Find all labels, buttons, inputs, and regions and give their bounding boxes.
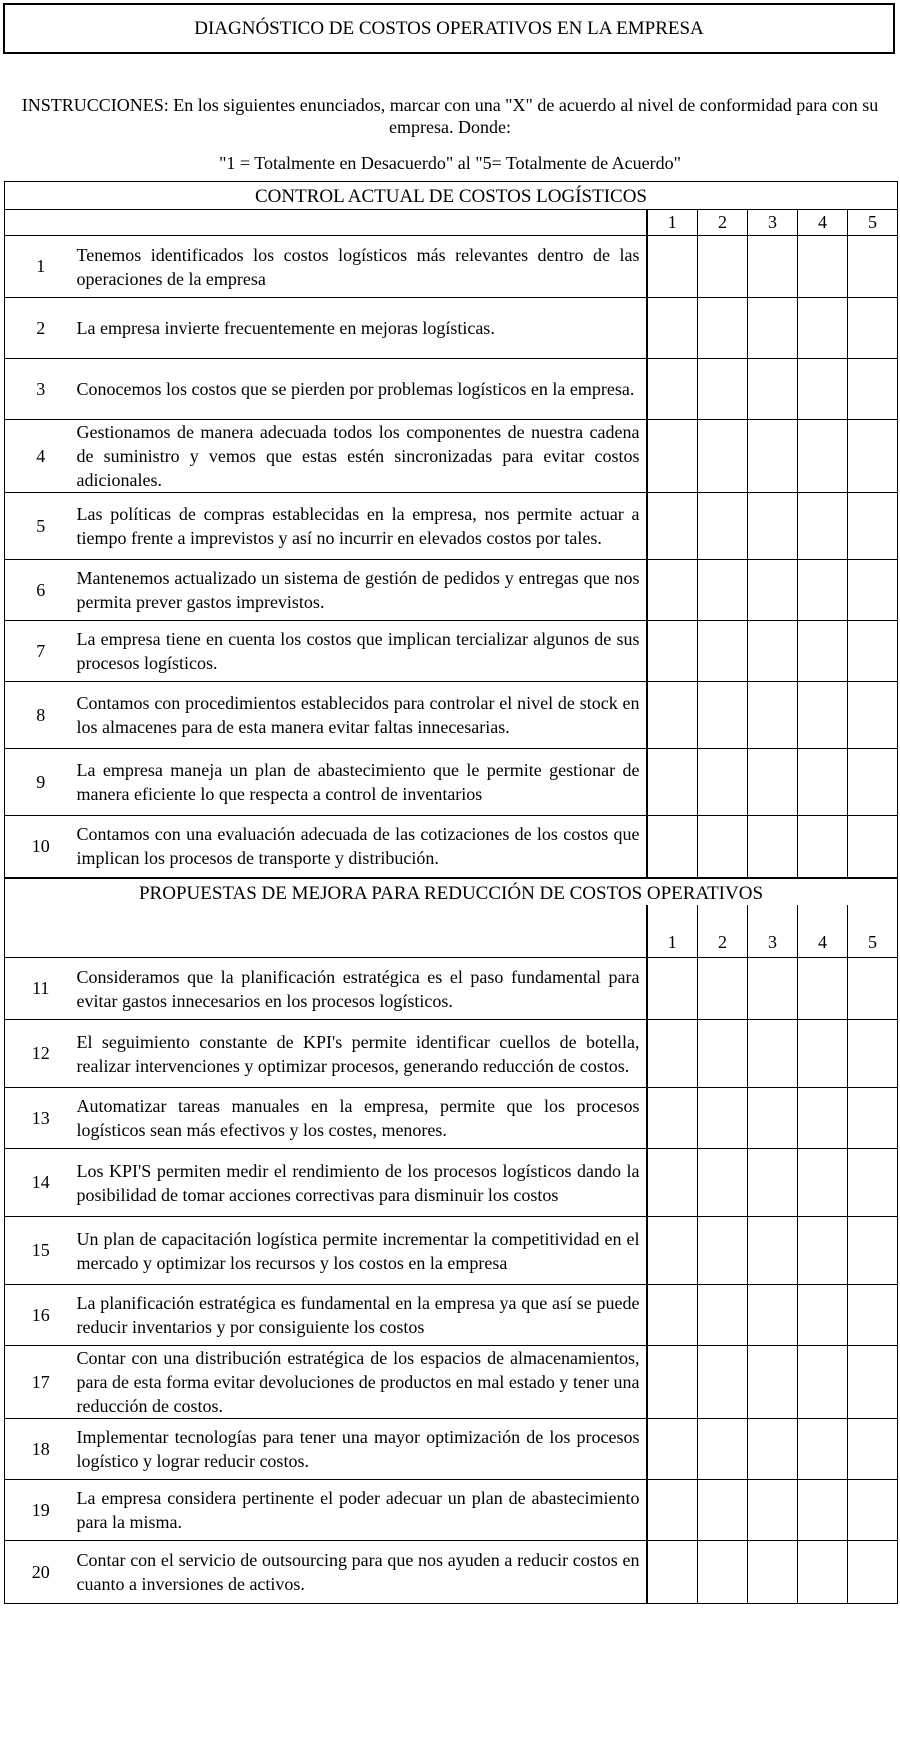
question-number: 5 <box>5 493 77 560</box>
rating-box-3[interactable] <box>748 560 798 621</box>
question-row <box>5 1149 898 1217</box>
question-statement: La empresa tiene en cuenta los costos que implican tercializar algunos de sus procesos logísticos. <box>77 621 647 682</box>
rating-box-4[interactable] <box>798 1480 848 1541</box>
scale-header-3: 3 <box>748 905 798 958</box>
scale-header-5: 5 <box>848 905 898 958</box>
question-statement: Automatizar tareas manuales en la empresa, permite que los procesos logísticos sean más efectivos y los costes, menores. <box>77 1088 647 1149</box>
question-number: 6 <box>5 560 77 621</box>
rating-box-1[interactable] <box>647 359 698 420</box>
rating-box-4[interactable] <box>798 236 848 298</box>
question-number: 13 <box>5 1088 77 1149</box>
question-row <box>5 298 898 359</box>
rating-box-1[interactable] <box>647 236 698 298</box>
rating-box-4[interactable] <box>798 749 848 816</box>
question-statement: Un plan de capacitación logística permite incrementar la competitividad en el mercado y optimizar los recursos y los costos en la empresa <box>77 1217 647 1285</box>
section-title-row <box>5 878 898 905</box>
rating-box-3[interactable] <box>748 1419 798 1480</box>
question-statement: Tenemos identificados los costos logísticos más relevantes dentro de las operaciones de la empresa <box>77 236 647 298</box>
rating-box-2[interactable] <box>698 1419 748 1480</box>
question-row <box>5 1088 898 1149</box>
question-number: 12 <box>5 1020 77 1088</box>
rating-box-5[interactable] <box>848 1419 898 1480</box>
rating-box-1[interactable] <box>647 493 698 560</box>
rating-box-2[interactable] <box>698 420 748 493</box>
question-row <box>5 493 898 560</box>
rating-box-5[interactable] <box>848 493 898 560</box>
rating-box-4[interactable] <box>798 359 848 420</box>
rating-box-1[interactable] <box>647 1020 698 1088</box>
rating-box-1[interactable] <box>647 682 698 749</box>
rating-box-3[interactable] <box>748 958 798 1020</box>
question-number: 7 <box>5 621 77 682</box>
section-title: PROPUESTAS DE MEJORA PARA REDUCCIÓN DE COSTOS OPERATIVOS <box>5 878 898 905</box>
rating-box-2[interactable] <box>698 1020 748 1088</box>
question-statement: La empresa maneja un plan de abastecimiento que le permite gestionar de manera eficiente lo que respecta a control de inventarios <box>77 749 647 816</box>
rating-box-3[interactable] <box>748 420 798 493</box>
rating-box-2[interactable] <box>698 749 748 816</box>
rating-box-3[interactable] <box>748 1217 798 1285</box>
rating-box-2[interactable] <box>698 621 748 682</box>
rating-box-2[interactable] <box>698 298 748 359</box>
scale-header-3: 3 <box>748 210 798 236</box>
question-row <box>5 359 898 420</box>
rating-box-5[interactable] <box>848 682 898 749</box>
question-statement: Implementar tecnologías para tener una mayor optimización de los procesos logístico y lograr reducir costos. <box>77 1419 647 1480</box>
survey-table <box>4 181 898 1604</box>
question-number: 18 <box>5 1419 77 1480</box>
rating-box-5[interactable] <box>848 298 898 359</box>
rating-box-2[interactable] <box>698 958 748 1020</box>
rating-box-5[interactable] <box>848 560 898 621</box>
question-row <box>5 958 898 1020</box>
rating-box-5[interactable] <box>848 1217 898 1285</box>
rating-box-2[interactable] <box>698 1149 748 1217</box>
rating-box-3[interactable] <box>748 1149 798 1217</box>
scale-header-5: 5 <box>848 210 898 236</box>
question-row <box>5 1285 898 1346</box>
rating-box-3[interactable] <box>748 1541 798 1604</box>
rating-box-1[interactable] <box>647 1346 698 1419</box>
rating-box-2[interactable] <box>698 236 748 298</box>
question-row <box>5 682 898 749</box>
rating-box-4[interactable] <box>798 420 848 493</box>
rating-box-3[interactable] <box>748 1088 798 1149</box>
rating-box-1[interactable] <box>647 958 698 1020</box>
question-number: 20 <box>5 1541 77 1604</box>
rating-box-3[interactable] <box>748 359 798 420</box>
question-statement: Los KPI'S permiten medir el rendimiento de los procesos logísticos dando la posibilidad de tomar acciones correctivas para disminuir los costos <box>77 1149 647 1217</box>
rating-box-3[interactable] <box>748 1020 798 1088</box>
question-row <box>5 560 898 621</box>
question-statement: Contamos con procedimientos establecidos para controlar el nivel de stock en los almacenes para de esta manera evitar faltas innecesarias. <box>77 682 647 749</box>
rating-box-3[interactable] <box>748 682 798 749</box>
question-statement: Mantenemos actualizado un sistema de gestión de pedidos y entregas que nos permita prever gastos imprevistos. <box>77 560 647 621</box>
question-row <box>5 1020 898 1088</box>
rating-box-4[interactable] <box>798 298 848 359</box>
question-row <box>5 420 898 493</box>
question-row <box>5 621 898 682</box>
rating-box-1[interactable] <box>647 621 698 682</box>
scale-header-row <box>5 905 898 958</box>
scale-header-blank <box>5 210 647 236</box>
scale-header-2: 2 <box>698 210 748 236</box>
rating-box-5[interactable] <box>848 236 898 298</box>
question-statement: Gestionamos de manera adecuada todos los componentes de nuestra cadena de suministro y vemos que estas estén sincronizadas para evitar costos adicionales. <box>77 420 647 493</box>
rating-box-2[interactable] <box>698 816 748 878</box>
rating-box-4[interactable] <box>798 1419 848 1480</box>
rating-box-3[interactable] <box>748 298 798 359</box>
rating-box-2[interactable] <box>698 1088 748 1149</box>
rating-box-4[interactable] <box>798 1149 848 1217</box>
rating-box-3[interactable] <box>748 816 798 878</box>
rating-box-1[interactable] <box>647 420 698 493</box>
rating-box-2[interactable] <box>698 1480 748 1541</box>
question-number: 16 <box>5 1285 77 1346</box>
rating-box-2[interactable] <box>698 1541 748 1604</box>
rating-box-3[interactable] <box>748 236 798 298</box>
scale-header-4: 4 <box>798 210 848 236</box>
rating-box-5[interactable] <box>848 1346 898 1419</box>
rating-box-1[interactable] <box>647 749 698 816</box>
rating-box-3[interactable] <box>748 1285 798 1346</box>
rating-box-5[interactable] <box>848 749 898 816</box>
rating-box-3[interactable] <box>748 493 798 560</box>
question-row <box>5 1541 898 1604</box>
rating-box-5[interactable] <box>848 359 898 420</box>
rating-box-5[interactable] <box>848 1020 898 1088</box>
question-number: 19 <box>5 1480 77 1541</box>
question-number: 15 <box>5 1217 77 1285</box>
rating-box-4[interactable] <box>798 493 848 560</box>
rating-box-1[interactable] <box>647 1285 698 1346</box>
scale-header-1: 1 <box>647 210 698 236</box>
rating-box-1[interactable] <box>647 298 698 359</box>
document-title-box <box>3 3 895 54</box>
rating-box-2[interactable] <box>698 1285 748 1346</box>
rating-box-4[interactable] <box>798 682 848 749</box>
rating-box-3[interactable] <box>748 1346 798 1419</box>
rating-box-4[interactable] <box>798 1285 848 1346</box>
rating-box-4[interactable] <box>798 1020 848 1088</box>
question-row <box>5 1217 898 1285</box>
rating-box-2[interactable] <box>698 1346 748 1419</box>
rating-box-2[interactable] <box>698 359 748 420</box>
rating-box-5[interactable] <box>848 1088 898 1149</box>
question-statement: Contar con una distribución estratégica de los espacios de almacenamientos, para de esta forma evitar devoluciones de productos en mal estado y tener una reducción de costos. <box>77 1346 647 1419</box>
scale-note: "1 = Totalmente en Desacuerdo" al "5= Totalmente de Acuerdo" <box>219 153 681 173</box>
rating-box-4[interactable] <box>798 958 848 1020</box>
rating-box-5[interactable] <box>848 420 898 493</box>
question-row <box>5 236 898 298</box>
rating-box-4[interactable] <box>798 1346 848 1419</box>
question-statement: La empresa considera pertinente el poder adecuar un plan de abastecimiento para la misma. <box>77 1480 647 1541</box>
section-title-row <box>5 182 898 210</box>
rating-box-2[interactable] <box>698 560 748 621</box>
rating-box-5[interactable] <box>848 621 898 682</box>
rating-box-1[interactable] <box>647 1217 698 1285</box>
rating-box-1[interactable] <box>647 1149 698 1217</box>
question-number: 3 <box>5 359 77 420</box>
rating-box-3[interactable] <box>748 621 798 682</box>
rating-box-4[interactable] <box>798 621 848 682</box>
question-number: 17 <box>5 1346 77 1419</box>
question-number: 8 <box>5 682 77 749</box>
question-number: 1 <box>5 236 77 298</box>
scale-header-4: 4 <box>798 905 848 958</box>
scale-header-1: 1 <box>647 905 698 958</box>
question-statement: Consideramos que la planificación estratégica es el paso fundamental para evitar gastos innecesarios en los procesos logísticos. <box>77 958 647 1020</box>
rating-box-2[interactable] <box>698 682 748 749</box>
question-statement: La empresa invierte frecuentemente en mejoras logísticas. <box>77 298 647 359</box>
section-title: CONTROL ACTUAL DE COSTOS LOGÍSTICOS <box>5 182 898 210</box>
rating-box-1[interactable] <box>647 1541 698 1604</box>
scale-header-blank <box>5 905 647 958</box>
question-statement: El seguimiento constante de KPI's permite identificar cuellos de botella, realizar intervenciones y optimizar procesos, generando reducción de costos. <box>77 1020 647 1088</box>
rating-box-2[interactable] <box>698 493 748 560</box>
question-number: 9 <box>5 749 77 816</box>
scale-header-2: 2 <box>698 905 748 958</box>
rating-box-4[interactable] <box>798 816 848 878</box>
question-statement: Contamos con una evaluación adecuada de las cotizaciones de los costos que implican los procesos de transporte y distribución. <box>77 816 647 878</box>
rating-box-4[interactable] <box>798 1541 848 1604</box>
question-number: 14 <box>5 1149 77 1217</box>
question-row <box>5 749 898 816</box>
rating-box-5[interactable] <box>848 1480 898 1541</box>
question-number: 11 <box>5 958 77 1020</box>
rating-box-2[interactable] <box>698 1217 748 1285</box>
rating-box-1[interactable] <box>647 1419 698 1480</box>
instructions-text: INSTRUCCIONES: En los siguientes enunciados, marcar con una "X" de acuerdo al nivel de conformidad para con su empresa. Donde: <box>21 95 879 137</box>
question-row <box>5 816 898 878</box>
scale-header-row <box>5 210 898 236</box>
rating-box-5[interactable] <box>848 1285 898 1346</box>
rating-box-3[interactable] <box>748 749 798 816</box>
rating-box-1[interactable] <box>647 816 698 878</box>
rating-box-1[interactable] <box>647 1088 698 1149</box>
question-statement: Contar con el servicio de outsourcing para que nos ayuden a reducir costos en cuanto a inversiones de activos. <box>77 1541 647 1604</box>
rating-box-1[interactable] <box>647 1480 698 1541</box>
rating-box-4[interactable] <box>798 1088 848 1149</box>
rating-box-5[interactable] <box>848 1149 898 1217</box>
survey-table-body <box>5 182 898 1604</box>
rating-box-1[interactable] <box>647 560 698 621</box>
question-statement: Conocemos los costos que se pierden por problemas logísticos en la empresa. <box>77 359 647 420</box>
rating-box-5[interactable] <box>848 816 898 878</box>
question-number: 4 <box>5 420 77 493</box>
question-row <box>5 1419 898 1480</box>
question-number: 2 <box>5 298 77 359</box>
question-statement: La planificación estratégica es fundamental en la empresa ya que así se puede reducir inventarios y por consiguiente los costos <box>77 1285 647 1346</box>
rating-box-4[interactable] <box>798 560 848 621</box>
question-statement: Las políticas de compras establecidas en la empresa, nos permite actuar a tiempo frente a imprevistos y así no incurrir en elevados costos por tales. <box>77 493 647 560</box>
rating-box-3[interactable] <box>748 1480 798 1541</box>
rating-box-5[interactable] <box>848 958 898 1020</box>
question-row <box>5 1346 898 1419</box>
rating-box-4[interactable] <box>798 1217 848 1285</box>
question-number: 10 <box>5 816 77 878</box>
rating-box-5[interactable] <box>848 1541 898 1604</box>
document-title: DIAGNÓSTICO DE COSTOS OPERATIVOS EN LA EMPRESA <box>194 17 704 39</box>
question-row <box>5 1480 898 1541</box>
